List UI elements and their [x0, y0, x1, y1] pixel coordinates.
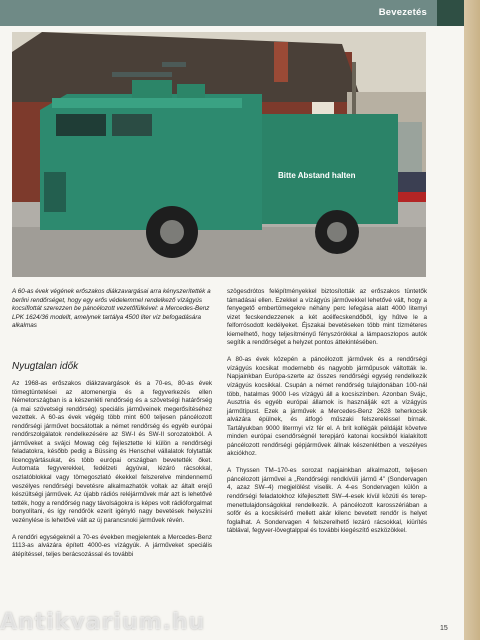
watermark: Antikvarium.hu: [0, 610, 206, 635]
paragraph: szögesdrótos felépítményekkel biztosították az erőszakos tüntetők támadásai ellen. Ezekkel a vízágyús járművekkel lehetővé vált, hogy a fenyegető embertömegekre néhány perc lefegása alatt 4000 litemyi vizet fecskendezzenek a két acélfecskendőből, így hűtve le a felforrósodott kedélyeket. Éjszakai bevetéseken több mint tízméteres kiemelhető, hogy teljesítményű fényszórókkal a lámpaoszlopos autók segítik a rendőrséget a helyzet pontos áttekintésében.: [227, 288, 427, 347]
paragraph: A 80-as évek közepén a páncélozott járművek és a rendőrségi vízágyús kocsikat modernebb és nagyobb járműpusok váltották le. Napjainkban Európa-szerte az összes rendőrségi egység rendelkezik vízágyús kocsikkal. Csupán a német rendőrség tulajdonában 100-nál több, hatalmas 9000 l-es vízágyú áll a kocsiszínben. Azonban Svájc, Ausztria és egyéb európai államok is használják ezt a vízágyús járműtípust. Ezek a járművek a Mercedes-Benz 2628 teherkocsik alvázára épülnek, és átfogó műszaki felszereléssel bírnak. Tartályukban 9000 literrnyi víz fér el. A brit kollégák példáját követve minden európai csendőrségnél terepjáró katonai kocsikból kialakított páncélozott rendőrségi gépjárművek állnak készenlétben a veszélyes akciókhoz.: [227, 356, 427, 458]
photo-caption: [12, 288, 212, 331]
section-header-bar: [0, 0, 437, 26]
caption-text: A 60-as évek végének erőszakos diákzavargásai arra kényszerítették a berlini rendőrséget, hogy egy erős védelemmel rendelkező vízágyús kocsiflottát szerezzen be páncélozott vezetőfülkével: a Mercedes-Benz LPK 1624/36 modellt, amelynek tartálya 4500 liter víz befogadására alkalmas: [12, 288, 211, 330]
left-text-column: [12, 380, 212, 568]
section-heading: Nyugtalan idők: [12, 361, 79, 372]
section-tab-marker: [437, 0, 464, 26]
water-cannon-photo: [12, 32, 426, 277]
paragraph: A rendőri egységeknél a 70-es években megjelentek a Mercedes-Benz 1113-as alvázára épített 4000-es vízágyúk. A járműveket speciális átépítéssel, teljes berácsozással és további: [12, 533, 212, 558]
vehicle-sign-text: Bitte Abstand halten: [278, 171, 356, 180]
page-number: 15: [440, 625, 448, 632]
paragraph: A Thyssen TM–170-es sorozat napjainkban alkalmazott, teljesen páncélozott járművei a „Rendőrségi rendkívüli jármű 4” (Sondervagen 4, azaz SW–4) megjelölést viselik. A 4-es Sondervagen külön a rendőrségi feladatokhoz kifejlesztett SW–4-esek kívül közúti és terep-menettulajdonságokkal rendelkezik. A páncélozott karosszériában a sofőr és a kocsikísérő mellett akár kilenc bevetett rendőr is helyet foglalhat. A Sondervagen 4 felszerelhető lezáró rácsokkal, kiürítés táblával, fegyver-lövegtalppal és további kiegészítő eszközökkel.: [227, 467, 427, 535]
right-text-column: [227, 288, 427, 544]
section-title: Bevezetés: [378, 7, 427, 18]
water-cannon-illustration: [12, 32, 426, 277]
adjacent-page-edge: [464, 0, 480, 640]
paragraph: Az 1968-as erőszakos diákzavargások és a 70-es, 80-as évek tömegtüntetései az atomenergia és a fegyverkezés ellen Németországban is a készenléti rendőrség és a szövetségi határőrség (a mai szövetségi rendőrség) speciális járműveinek megerősítéséhez vezettek. A 60-as évek végéig több mint 600 teljesen páncélozott rendőrségi járművet bocsátottak a német rendőrség és egyéb európai rendőrszolgálatok rendelkezésére az SW-I és SW-II sorozatokból. A járműveket a svájci Mowag cég fejlesztette ki külön a rendőrségi feladatokra, később pedig a Büssing és Henschel vállalatok folytatták licencgyártásukat, és több európai országban bevetették őket. Automata fegyverekkel, fedélzeti ágyúval, lézáró rácsokkal, oszlatóblokkal vagy tömegoszlató ékekkel felszerelve mindennemű veszélyes rendőrségi bevetésre alkalmazhatók voltak az általt erejű készültségi járművek. Az újabb rádiós reléjárművek már azt is lehetővé tették, hogy a rendőrség nagy távolságokra is képes volt rádióforgalmat bonyolítani, és így rendőrök ezerit igényló nagy bevetések helyszíni vezénylése is lehetővé vált az új parancsnoki járművek révén.: [12, 380, 212, 524]
